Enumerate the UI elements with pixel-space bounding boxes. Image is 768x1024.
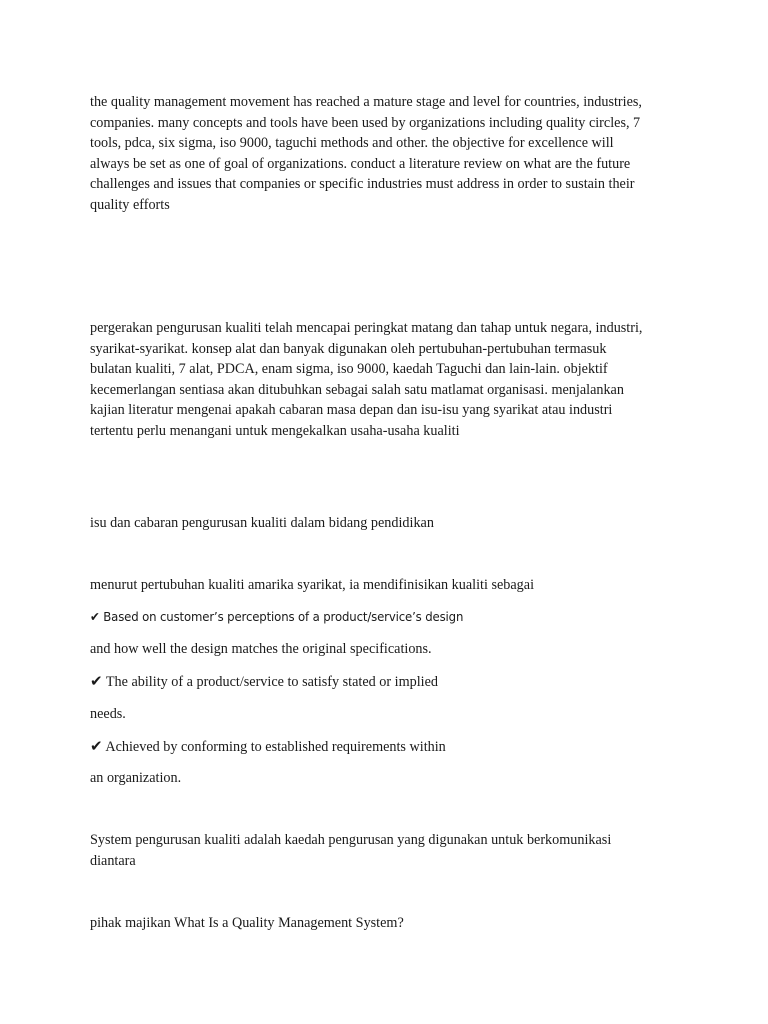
text-line: tools, pdca, six sigma, iso 9000, taguchi methods and other. the objective for excellence will bbox=[90, 135, 614, 151]
text-line: tertentu perlu menangani untuk mengekalkan usaha-usaha kualiti bbox=[90, 422, 460, 439]
section-heading-issues bbox=[90, 513, 690, 534]
text-line: the quality management movement has reached a mature stage and level for countries, industries, bbox=[90, 94, 642, 110]
bullet-continuation-text: needs. bbox=[90, 706, 126, 722]
checkmark-icon: ✔ bbox=[90, 609, 100, 624]
bullet-item-1 bbox=[90, 607, 690, 628]
closing-text: pihak majikan What Is a Quality Management System? bbox=[90, 915, 404, 931]
text-line: quality efforts bbox=[90, 196, 170, 213]
text-line: companies. many concepts and tools have been used by organizations including quality circles, 7 bbox=[90, 114, 641, 131]
malay-intro-paragraph bbox=[90, 318, 690, 441]
bullet-continuation-text: an organization. bbox=[90, 770, 182, 786]
bullet-text: Based on customer’s perceptions of a product/service’s design bbox=[103, 609, 464, 624]
definition-text: menurut pertubuhan kualiti amarika syarikat, ia mendifinisikan kualiti sebagai bbox=[90, 577, 535, 593]
definition-intro bbox=[90, 575, 690, 596]
bullet-text: The ability of a product/service to satisfy stated or implied bbox=[105, 674, 439, 690]
bullet-item-2-continuation bbox=[90, 704, 690, 725]
text-line: pergerakan pengurusan kualiti telah mencapai peringkat matang dan tahap untuk negara, industri, bbox=[90, 320, 643, 336]
bullet-continuation-text: and how well the design matches the original specifications. bbox=[90, 641, 432, 657]
text-line: kajian literatur mengenai apakah cabaran masa depan dan isu-isu yang syarikat atau industri bbox=[90, 402, 613, 418]
closing-line bbox=[90, 913, 690, 934]
bullet-item-1-continuation bbox=[90, 639, 690, 660]
checkmark-icon: ✔ bbox=[90, 672, 103, 690]
text-line: diantara bbox=[90, 852, 136, 869]
text-line: bulatan kualiti, 7 alat, PDCA, enam sigma, iso 9000, kaedah Taguchi dan lain-lain. objektif bbox=[90, 361, 608, 377]
system-paragraph bbox=[90, 830, 690, 871]
text-line: syarikat-syarikat. konsep alat dan banyak digunakan oleh pertubuhan-pertubuhan termasuk bbox=[90, 340, 607, 357]
english-intro-paragraph bbox=[90, 92, 690, 215]
bullet-text: Achieved by conforming to established requirements within bbox=[105, 739, 446, 755]
bullet-item-3-continuation bbox=[90, 768, 690, 789]
text-line: kecemerlangan sentiasa akan ditubuhkan sebagai salah satu matlamat organisasi. menjalankan bbox=[90, 381, 624, 398]
document-page bbox=[90, 0, 690, 1024]
text-line: System pengurusan kualiti adalah kaedah pengurusan yang digunakan untuk berkomunikasi bbox=[90, 832, 612, 848]
text-line: challenges and issues that companies or specific industries must address in order to sustain their bbox=[90, 176, 635, 192]
checkmark-icon: ✔ bbox=[90, 737, 103, 755]
text-line: always be set as one of goal of organizations. conduct a literature review on what are the future bbox=[90, 155, 631, 172]
bullet-item-3 bbox=[90, 736, 690, 758]
heading-text: isu dan cabaran pengurusan kualiti dalam bidang pendidikan bbox=[90, 515, 434, 531]
bullet-item-2 bbox=[90, 671, 690, 693]
